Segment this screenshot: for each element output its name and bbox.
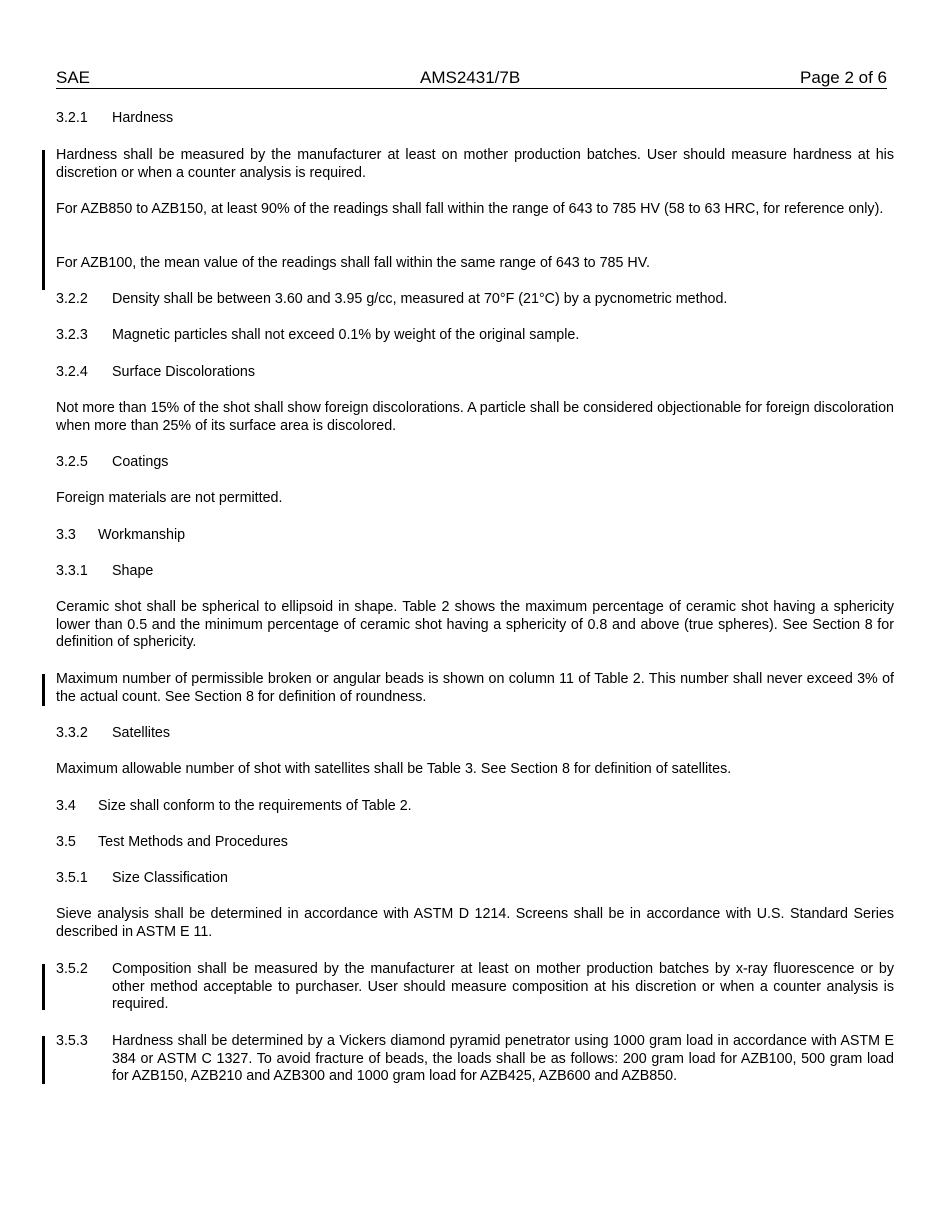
revision-bar [42, 674, 45, 706]
section-number: 3.2.2 [56, 291, 88, 307]
section-number: 3.5.3 [56, 1033, 88, 1049]
section-title-shape: Shape [112, 563, 154, 579]
section-number: 3.3.2 [56, 725, 88, 741]
paragraph: For AZB850 to AZB150, at least 90% of the readings shall fall within the range of 643 to 785 HV (58 to 63 HRC, for reference only). [56, 201, 884, 217]
section-text-magnetic: Magnetic particles shall not exceed 0.1% by weight of the original sample. [112, 327, 580, 343]
section-title-size-classification: Size Classification [112, 870, 229, 886]
revision-bar [42, 1036, 45, 1084]
section-text-hardness-test: Hardness shall be determined by a Vickers diamond pyramid penetrator using 1000 gram load in accordance with ASTM E 384 or ASTM C 1327. To avoid fracture of beads, the loads shall be as follows: 200 gram load for AZB100, 500 gram load for AZB150, AZB210 and AZB300 and 1000 gram load for AZB425, AZB600 and AZB850. [112, 1033, 894, 1085]
section-number: 3.3.1 [56, 563, 88, 579]
paragraph: Not more than 15% of the shot shall show foreign discolorations. A particle shall be considered objectionable for foreign discoloration when more than 25% of its surface area is discolored. [56, 400, 894, 434]
section-title-satellites: Satellites [112, 725, 171, 741]
page-header [56, 66, 887, 89]
section-number: 3.4 [56, 798, 76, 814]
section-text-composition: Composition shall be measured by the manufacturer at least on mother production batches by x-ray fluorescence or by other method acceptable to purchaser. User should measure composition at his discretion or when a counter analysis is required. [112, 961, 894, 1013]
section-text-size: Size shall conform to the requirements of Table 2. [98, 798, 412, 814]
header-page-number: Page 2 of 6 [800, 68, 887, 87]
section-text-density: Density shall be between 3.60 and 3.95 g/cc, measured at 70°F (21°C) by a pycnometric method. [112, 291, 728, 307]
header-org: SAE [56, 68, 91, 87]
paragraph: Sieve analysis shall be determined in accordance with ASTM D 1214. Screens shall be in accordance with U.S. Standard Series described in ASTM E 11. [56, 906, 894, 940]
section-number: 3.5.1 [56, 870, 88, 886]
paragraph: Ceramic shot shall be spherical to ellipsoid in shape. Table 2 shows the maximum percentage of ceramic shot having a sphericity lower than 0.5 and the minimum percentage of ceramic shot having a sphericity of 0.8 and above (true spheres). See Section 8 for definition of sphericity. [56, 599, 894, 651]
section-number: 3.2.3 [56, 327, 88, 343]
revision-bar [42, 964, 45, 1010]
section-number: 3.2.5 [56, 454, 88, 470]
section-title-discolorations: Surface Discolorations [112, 364, 256, 380]
section-title-workmanship: Workmanship [98, 527, 186, 543]
section-number: 3.3 [56, 527, 76, 543]
paragraph: For AZB100, the mean value of the readings shall fall within the same range of 643 to 785 HV. [56, 255, 650, 271]
section-number: 3.5.2 [56, 961, 88, 977]
section-number: 3.2.1 [56, 110, 88, 126]
paragraph: Foreign materials are not permitted. [56, 490, 283, 506]
section-number: 3.2.4 [56, 364, 88, 380]
header-doc-id: AMS2431/7B [420, 68, 521, 87]
paragraph: Maximum allowable number of shot with satellites shall be Table 3. See Section 8 for definition of satellites. [56, 761, 732, 777]
paragraph: Maximum number of permissible broken or angular beads is shown on column 11 of Table 2. This number shall never exceed 3% of the actual count. See Section 8 for definition of roundness. [56, 671, 894, 705]
section-number: 3.5 [56, 834, 76, 850]
section-title-test-methods: Test Methods and Procedures [98, 834, 288, 850]
revision-bar [42, 150, 45, 290]
section-title-coatings: Coatings [112, 454, 169, 470]
paragraph: Hardness shall be measured by the manufacturer at least on mother production batches. User should measure hardness at his discretion or when a counter analysis is required. [56, 147, 894, 181]
section-title-hardness: Hardness [112, 110, 174, 126]
